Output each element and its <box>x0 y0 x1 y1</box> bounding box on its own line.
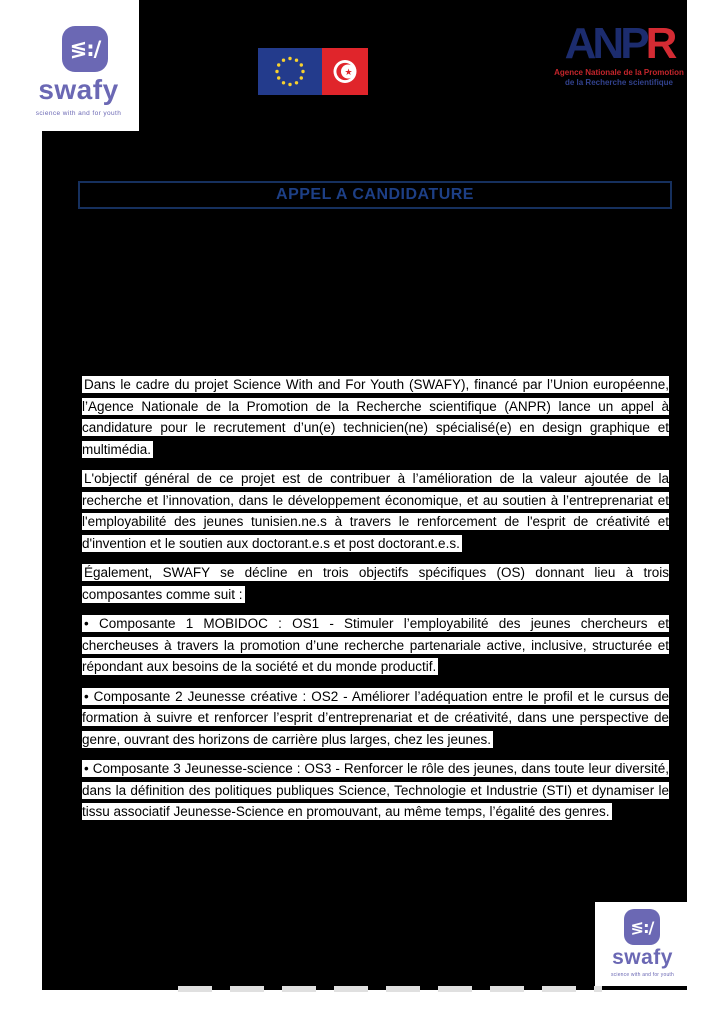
anpr-acronym-red: R <box>645 19 674 68</box>
anpr-acronym-blue: ANP <box>564 19 646 68</box>
swafy-logo-top <box>0 0 139 131</box>
swafy-brand-text-bottom: swafy <box>612 946 673 969</box>
paragraph-composante-1 <box>82 613 669 678</box>
tunisia-flag-icon <box>322 48 368 95</box>
anpr-logo <box>548 19 690 87</box>
document-body <box>82 374 669 831</box>
swafy-logo-bottom <box>595 902 690 986</box>
swafy-app-icon <box>62 26 108 72</box>
paragraph-intro <box>82 374 669 460</box>
flags-banner <box>258 48 368 95</box>
eu-flag-icon <box>258 48 322 95</box>
paragraph-intro-text: Dans le cadre du projet Science With and For Youth (SWAFY), financé par l’Union européenne, l’Agence Nationale de la Promotion de la Recherche scientifique (ANPR) lance un appel à candidature pour le recrutement d’un(e) technicien(ne) spécialisé(e) en design graphique et multimédia. <box>82 377 669 457</box>
anpr-acronym <box>548 19 690 68</box>
paragraph-os-list-intro-text: Également, SWAFY se décline en trois objectifs spécifiques (OS) donnant lieu à trois composantes comme suit : <box>82 565 669 602</box>
anpr-subtitle-line1: Agence Nationale de la Promotion <box>554 68 684 77</box>
paragraph-composante-3-text: • Composante 3 Jeunesse-science : OS3 - Renforcer le rôle des jeunes, dans toute leur diversité, dans la définition des politiques publiques Science, Technologie et Industrie (STI) et dynamiser le tissu associatif Jeunesse-Science en promouvant, au même temps, l’égalité des genres. <box>82 761 669 819</box>
swafy-icon-glyph: ≶:/ <box>69 37 101 61</box>
paragraph-objective <box>82 468 669 554</box>
swafy-brand-text: swafy <box>38 74 119 105</box>
swafy-app-icon-bottom <box>624 909 660 945</box>
paragraph-composante-2 <box>82 686 669 751</box>
svg-text:★: ★ <box>344 68 353 78</box>
paragraph-composante-1-text: • Composante 1 MOBIDOC : OS1 - Stimuler l’employabilité des jeunes chercheurs et chercheuses à travers la promotion d’une recherche partenariale active, inclusive, structurée et répondant aux besoins de la société et du monde productif. <box>82 616 669 674</box>
paragraph-os-list-intro <box>82 562 669 605</box>
swafy-tagline-text-bottom: science with and for youth <box>610 972 674 978</box>
paragraph-composante-3 <box>82 758 669 823</box>
swafy-tagline-text: science with and for youth <box>35 110 122 117</box>
anpr-subtitle-line2: de la Recherche scientifique <box>564 78 674 87</box>
swafy-icon-glyph-bottom: ≶:/ <box>630 917 654 937</box>
page-title: APPEL A CANDIDATURE <box>276 186 474 203</box>
paragraph-objective-text: L'objectif général de ce projet est de contribuer à l’amélioration de la valeur ajoutée de la recherche et l’innovation, dans le développement économique, et au soutien à l’entreprenariat et l'employabilité des jeunes tunisien.ne.s à travers le renforcement de l'esprit de créativité et d'invention et le soutien aux doctorant.e.s et post doctorant.e.s. <box>82 471 669 551</box>
title-banner <box>78 181 672 209</box>
paragraph-composante-2-text: • Composante 2 Jeunesse créative : OS2 - Améliorer l’adéquation entre le profil et le cursus de formation à suivre et renforcer l’esprit d’entreprenariat et de créativité, dans une perspective de genre, ouvrant des horizons de carrière plus larges, chez les jeunes. <box>82 688 669 747</box>
footer-faint-marks <box>178 986 602 992</box>
